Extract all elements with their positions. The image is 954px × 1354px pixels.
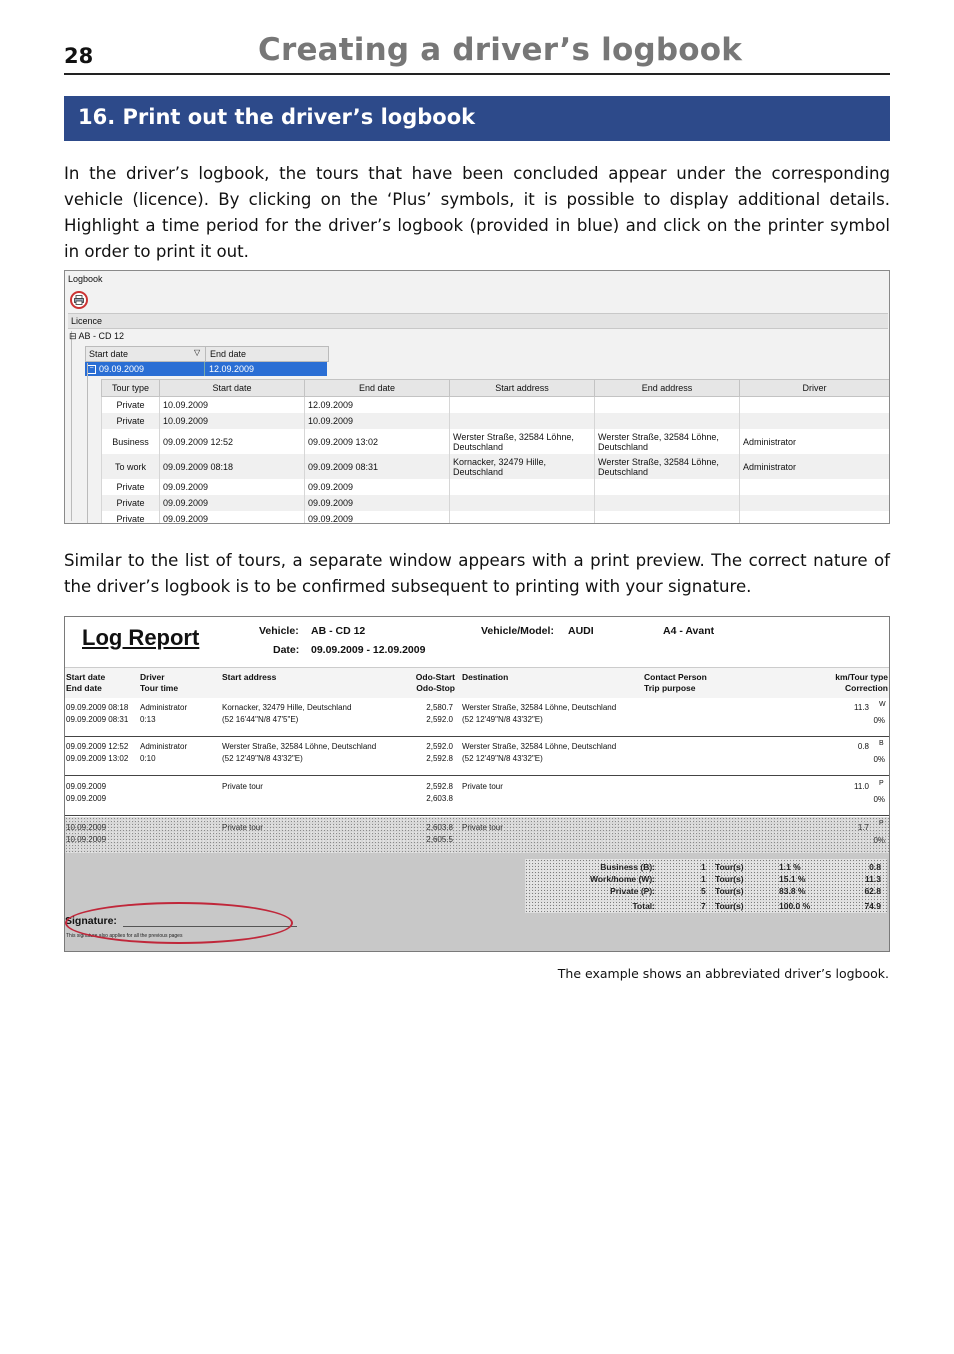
second-paragraph: Similar to the list of tours, a separate window appears with a print preview. The correct nature of the driver’s logbook is to be confirmed subsequent to printing with your signature. [64, 551, 890, 596]
date-value: 09.09.2009 - 12.09.2009 [311, 644, 426, 656]
printer-icon[interactable] [70, 291, 88, 309]
section-heading: 16. Print out the driver’s logbook [64, 96, 890, 141]
vehicle-node[interactable]: ⊟ AB - CD 12 [69, 331, 125, 341]
report-row: 09.09.2009 08:18 09.09.2009 08:31 Administrator 0:13 Kornacker, 32479 Hille, Deutschland (52 16'44"N/8 47'5"E) 2,580.7 2,592.0 Werster Straße, 32584 Löhne, Deutschland (52 12'49"N/8 43'32"E) 11.3 W 0% [65, 698, 890, 737]
model-label: Vehicle/Model: [481, 625, 554, 637]
logbook-window-screenshot [64, 270, 890, 524]
sort-arrow-icon[interactable]: ▽ [194, 348, 201, 357]
report-column-headers: Start date End date Driver Tour time Start address Odo-Start Odo-Stop Destination Contact Person Trip purpose km/Tour type Correction [65, 667, 890, 699]
collapse-icon[interactable]: − [87, 365, 96, 374]
period-end-header[interactable]: End date [210, 349, 247, 359]
column-header[interactable]: Start date [160, 380, 305, 397]
header-divider [64, 73, 890, 75]
model-value: AUDI [568, 625, 594, 637]
tree-line [87, 363, 88, 523]
vehicle-label: Vehicle: [259, 625, 299, 637]
report-title: Log Report [82, 625, 200, 650]
signature-note: This signature also applies for all the previous pages [66, 933, 183, 939]
vehicle-value: AB - CD 12 [311, 625, 366, 637]
report-footer [65, 853, 890, 952]
period-header [85, 346, 329, 362]
tours-table [101, 379, 890, 524]
period-start-header[interactable]: Start date [89, 349, 129, 359]
selected-period-row[interactable]: − 09.09.2009 12.09.2009 [85, 362, 327, 376]
licence-header: Licence [68, 313, 888, 329]
signature-label: Signature: [65, 915, 117, 927]
date-label: Date: [273, 644, 300, 656]
figure-caption: The example shows an abbreviated driver’s logbook. [557, 966, 889, 981]
summary-box: Business (B): 1 Tour(s) 1.1 % 0.8 Work/home (W): 1 Tour(s) 15.1 % 11.3 Private (P): 5 Tour(s) 83.8 % 62.8 Total: 7 Tour(s) 100.0 % 74.9 [525, 859, 887, 913]
report-row: 09.09.2009 12:52 09.09.2009 13:02 Administrator 0:10 Werster Straße, 32584 Löhne, Deutschland (52 12'49"N/8 43'32"E) 2,592.0 2,592.8 Werster Straße, 32584 Löhne, Deutschland (52 12'49"N/8 43'32"E) 0.8 B 0% [65, 737, 890, 776]
table-row[interactable]: Private 09.09.2009 09.09.2009 [102, 495, 890, 511]
page-title: Creating a driver’s logbook [258, 32, 743, 68]
signature-highlight-ellipse [65, 902, 293, 944]
model-variant: A4 - Avant [663, 625, 715, 637]
page-number: 28 [64, 44, 94, 68]
column-header[interactable]: Start address [450, 380, 595, 397]
logbook-window-title: Logbook [68, 274, 103, 284]
column-header[interactable]: End date [305, 380, 450, 397]
table-row[interactable]: Private 10.09.2009 12.09.2009 [102, 397, 890, 414]
intro-paragraph: In the driver’s logbook, the tours that have been concluded appear under the corresponding vehicle (licence). By clicking on the ‘Plus’ symbols, it is possible to display additional details. Highlight a time period for the driver’s logbook (provided in blue) and click on the printer symbol in order to print it out. [64, 164, 890, 261]
table-row[interactable]: Private 09.09.2009 09.09.2009 [102, 511, 890, 524]
table-row[interactable]: To work 09.09.2009 08:18 09.09.2009 08:31 Kornacker, 32479 Hille, Deutschland Werster Straße, 32584 Löhne, Deutschland Administrator [102, 454, 890, 479]
log-report-preview [64, 616, 890, 952]
table-row[interactable]: Private 10.09.2009 10.09.2009 [102, 413, 890, 429]
tree-line [71, 331, 72, 521]
column-header[interactable]: Tour type [102, 380, 160, 397]
report-row-faded: 10.09.2009 10.09.2009 Private tour 2,603.8 2,605.5 Private tour 1.7 P 0% [65, 817, 890, 854]
report-row: 09.09.2009 09.09.2009 Private tour 2,592.8 2,603.8 Private tour 11.0 P 0% [65, 777, 890, 816]
table-row[interactable]: Business 09.09.2009 12:52 09.09.2009 13:02 Werster Straße, 32584 Löhne, Deutschland Werster Straße, 32584 Löhne, Deutschland Administrator [102, 429, 890, 454]
column-header[interactable]: Driver [740, 380, 890, 397]
table-row[interactable]: Private 09.09.2009 09.09.2009 [102, 479, 890, 495]
column-header[interactable]: End address [595, 380, 740, 397]
